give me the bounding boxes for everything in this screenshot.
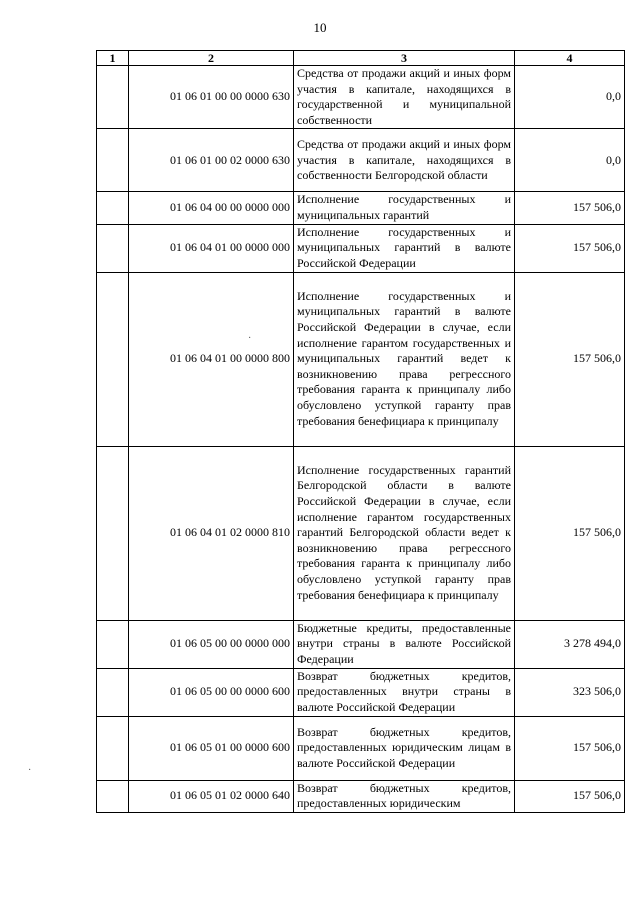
page-number: 10 bbox=[313, 20, 327, 35]
table-row bbox=[97, 66, 625, 129]
amount-cell: 3 278 494,0 bbox=[515, 620, 625, 668]
budget-code-cell: 01 06 01 00 02 0000 630 bbox=[129, 129, 294, 192]
description-cell: Исполнение государственных и муниципальных гарантий bbox=[294, 192, 515, 224]
row-number-cell bbox=[97, 272, 129, 446]
table-row bbox=[97, 620, 625, 668]
budget-code-cell: 01 06 01 00 00 0000 630 bbox=[129, 66, 294, 129]
budget-code-cell: 01 06 04 00 00 0000 000 bbox=[129, 192, 294, 224]
row-number-cell bbox=[97, 716, 129, 780]
header-col-2: 2 bbox=[129, 51, 294, 66]
header-col-1: 1 bbox=[97, 51, 129, 66]
row-number-cell bbox=[97, 192, 129, 224]
row-number-cell bbox=[97, 224, 129, 272]
row-number-cell bbox=[97, 446, 129, 620]
description-cell: Возврат бюджетных кредитов, предоставленных юридическим bbox=[294, 780, 515, 812]
budget-code-cell: 01 06 04 01 00 0000 000 bbox=[129, 224, 294, 272]
header-col-3: 3 bbox=[294, 51, 515, 66]
row-number-cell bbox=[97, 129, 129, 192]
budget-code-cell: 01 06 05 01 02 0000 640 bbox=[129, 780, 294, 812]
table-header-row bbox=[97, 51, 625, 66]
row-number-cell bbox=[97, 780, 129, 812]
description-cell: Бюджетные кредиты, предоставленные внутри страны в валюте Российской Федерации bbox=[294, 620, 515, 668]
header-col-4: 4 bbox=[515, 51, 625, 66]
table-row bbox=[97, 272, 625, 446]
table-row bbox=[97, 780, 625, 812]
amount-cell: 157 506,0 bbox=[515, 780, 625, 812]
table-row bbox=[97, 129, 625, 192]
amount-cell: 157 506,0 bbox=[515, 716, 625, 780]
amount-cell: 157 506,0 bbox=[515, 446, 625, 620]
table-row bbox=[97, 668, 625, 716]
amount-cell: 157 506,0 bbox=[515, 272, 625, 446]
table-row bbox=[97, 446, 625, 620]
amount-cell: 0,0 bbox=[515, 66, 625, 129]
description-cell: Средства от продажи акций и иных форм участия в капитале, находящихся в государственной и муниципальной собственности bbox=[294, 66, 515, 129]
budget-code-cell: 01 06 05 01 00 0000 600 bbox=[129, 716, 294, 780]
table-row bbox=[97, 224, 625, 272]
description-cell: Исполнение государственных и муниципальных гарантий в валюте Российской Федерации bbox=[294, 224, 515, 272]
description-cell: Средства от продажи акций и иных форм участия в капитале, находящихся в собственности Белгородской области bbox=[294, 129, 515, 192]
table-row bbox=[97, 192, 625, 224]
amount-cell: 157 506,0 bbox=[515, 192, 625, 224]
table-row bbox=[97, 716, 625, 780]
budget-sources-table bbox=[96, 50, 625, 813]
amount-cell: 0,0 bbox=[515, 129, 625, 192]
row-number-cell bbox=[97, 66, 129, 129]
budget-code-cell: 01 06 04 01 00 0000 800 bbox=[129, 272, 294, 446]
budget-code-cell: 01 06 04 01 02 0000 810 bbox=[129, 446, 294, 620]
budget-code-cell: 01 06 05 00 00 0000 000 bbox=[129, 620, 294, 668]
amount-cell: 323 506,0 bbox=[515, 668, 625, 716]
description-cell: Исполнение государственных и муниципальных гарантий в валюте Российской Федерации в случае, если исполнение гарантом государственных и муниципальных гарантий ведет к возникновению права регрессного требования гаранта к принципалу либо обусловлено уступкой гаранту прав требования бенефициара к принципалу bbox=[294, 272, 515, 446]
description-cell: Возврат бюджетных кредитов, предоставленных внутри страны в валюте Российской Федерации bbox=[294, 668, 515, 716]
amount-cell: 157 506,0 bbox=[515, 224, 625, 272]
row-number-cell bbox=[97, 668, 129, 716]
scan-speck: · bbox=[248, 333, 252, 344]
row-number-cell bbox=[97, 620, 129, 668]
description-cell: Возврат бюджетных кредитов, предоставленных юридическим лицам в валюте Российской Федерации bbox=[294, 716, 515, 780]
description-cell: Исполнение государственных гарантий Белгородской области в валюте Российской Федерации в случае, если исполнение гарантом государственных гарантий Белгородской области ведет к возникновению права регрессного требования гаранта к принципалу либо обусловлено уступкой гаранту прав требования бенефициара к принципалу bbox=[294, 446, 515, 620]
budget-code-cell: 01 06 05 00 00 0000 600 bbox=[129, 668, 294, 716]
scan-speck: · bbox=[28, 765, 32, 776]
